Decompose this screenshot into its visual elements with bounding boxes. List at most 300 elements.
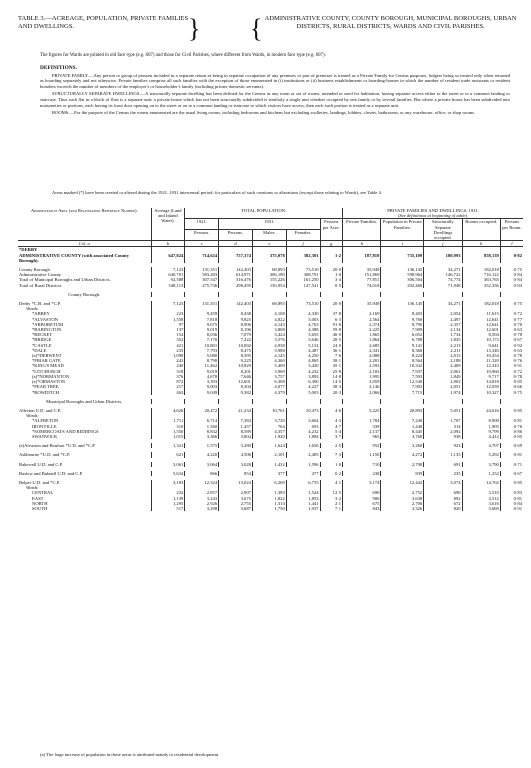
table-cell: 4,763	[286, 322, 320, 327]
table-cell: 3,664	[286, 418, 320, 423]
table-cell: 9,003	[185, 384, 219, 389]
row-label: IRONVILLE	[32, 423, 57, 429]
table-cell: 2,146	[343, 384, 381, 389]
table-cell: 0·86	[500, 429, 523, 434]
table-cell: 14·5	[320, 379, 343, 384]
table-cell: 4,108	[252, 311, 286, 316]
header-dwellings: Structurally Separate Dwellings occupied.	[424, 219, 462, 241]
column-letter: k	[462, 241, 500, 247]
table-cell: 3,720	[252, 418, 286, 423]
header-private-title: PRIVATE FAMILIES AND DWELLINGS, 1931.	[387, 208, 479, 213]
table-cell: 45·1	[320, 363, 343, 368]
table-cell: 2,013	[424, 353, 462, 358]
row-label: Ashbourne *U.D. and *C.P.	[19, 452, 71, 458]
header-area: Administrative Area (and Registration Reference Number).	[18, 208, 151, 241]
table-cell: 3,988	[252, 348, 286, 353]
table-cell: 4,678	[185, 374, 219, 379]
table-cell: 12,343	[462, 363, 500, 368]
column-letter: l	[500, 241, 523, 247]
table-cell: 3·7	[320, 434, 343, 439]
table-cell: 3,028	[219, 462, 253, 467]
header-rooms: Rooms occupied.	[462, 219, 500, 241]
table-cell: 952	[343, 443, 381, 448]
table-cell: 8,790	[381, 322, 424, 327]
table-cell: 2,092	[424, 429, 462, 434]
table-cell: 3,646	[286, 337, 320, 342]
table-cell: 3,326	[381, 506, 424, 511]
table-cell: 1,015	[151, 434, 185, 439]
table-cell: 3,757	[252, 374, 286, 379]
table-cell: 938	[424, 434, 462, 439]
table-cell: 7,384	[219, 418, 253, 423]
header-persons-per-room: Persons per Room.	[500, 219, 523, 241]
table-cell: 1,864	[343, 337, 381, 342]
table-cell: 463	[151, 390, 185, 395]
header-females: Females.	[286, 230, 320, 241]
table-cell: 10,173	[462, 337, 500, 342]
row-label: Belper U.D. and *C.P.	[19, 479, 60, 485]
table-cell: 1,135	[424, 452, 462, 457]
table-cell: 2,706	[381, 501, 424, 506]
table-cell: 3·2	[320, 496, 343, 501]
table-cell: 1,905	[462, 424, 500, 429]
table-cell: 2,054	[424, 311, 462, 316]
table-cell: 5,003	[286, 390, 320, 395]
table-cell: 3,059	[343, 379, 381, 384]
table-cell: 3,675	[219, 496, 253, 501]
table-cell: 310	[151, 424, 185, 429]
table-cell: 8,475	[219, 348, 253, 353]
table-cell: 1·0	[320, 272, 343, 277]
table-cell: 1,441	[286, 501, 320, 506]
table-cell: 1,560	[185, 424, 219, 429]
table-cell: 9,641	[462, 343, 500, 348]
table-cell: 5,080	[185, 353, 219, 358]
table-cell: 2,708	[381, 462, 424, 467]
table-cell: 6,714	[185, 418, 219, 423]
row-label: (a)*NORMANTON	[32, 373, 70, 379]
table-cell: 3,298	[185, 506, 219, 511]
table-cell: 2,281	[343, 358, 381, 363]
table-cell: 3,892	[286, 374, 320, 379]
table-cell: 906	[343, 496, 381, 501]
table-cell: 4,379	[252, 390, 286, 395]
table-cell: 34,271	[424, 301, 462, 306]
table-cell: 131,351	[185, 267, 219, 272]
table-cell: 10,761	[252, 408, 286, 413]
table-cell: 1,656	[286, 443, 320, 448]
table-cell: 0·84	[500, 501, 523, 506]
table-cell: 4,220	[185, 452, 219, 457]
table-cell: 5,420	[286, 363, 320, 368]
table-cell: 6,788	[381, 337, 424, 342]
row-label: *KING'S MEAD	[32, 363, 64, 369]
table-cell: 0·66	[500, 384, 523, 389]
table-cell: 4,232	[286, 369, 320, 374]
table-cell: 3,074	[424, 480, 462, 485]
table-cell: 5·4	[320, 429, 343, 434]
row-label: *PEAR TREE	[32, 384, 59, 390]
row-label: *DERBY	[19, 247, 38, 253]
section-caption: Municipal Boroughs and Urban Districts.	[46, 398, 123, 404]
table-cell: 4·6	[320, 408, 343, 413]
row-label: Wards:	[26, 306, 39, 312]
row-label: Wards:	[26, 413, 39, 419]
table-cell: 2,685	[343, 343, 381, 348]
table-cell: 7,909	[381, 327, 424, 332]
table-cell: 640,701	[151, 272, 185, 277]
table-cell: 0·91	[500, 506, 523, 511]
table-cell: 0·81	[500, 452, 523, 457]
table-cell: 35,949	[343, 267, 381, 272]
table-cell: 154	[151, 332, 185, 337]
table-cell: 318	[151, 369, 185, 374]
table-cell: 4,938	[252, 343, 286, 348]
table-cell: 9,459	[185, 311, 219, 316]
table-cell: 2,755	[219, 501, 253, 506]
table-cell: 73,510	[286, 267, 320, 272]
table-cell: 146,722	[424, 272, 462, 277]
table-cell: 2,088	[343, 353, 381, 358]
table-cell: 1,920	[252, 434, 286, 439]
table-cell: 1,156	[343, 452, 381, 457]
table-cell: 2,101	[252, 452, 286, 457]
table-cell: 4,357	[252, 429, 286, 434]
table-cell: 12,039	[462, 384, 500, 389]
header-private-families-count: Private Families.	[343, 219, 381, 241]
table-cell: 0·75	[500, 390, 523, 395]
table-cell: 235	[151, 348, 185, 353]
table-cell: 2,183	[343, 369, 381, 374]
table-cell: 621	[151, 452, 185, 457]
table-cell: 7,818	[185, 317, 219, 322]
header-acreage: Acreage (Land and Inland Water).	[151, 208, 185, 241]
table-cell: 1,383	[252, 490, 286, 495]
table-cell: 182,018	[462, 301, 500, 306]
table-cell: 0·5	[320, 283, 343, 288]
table-cell: 142,403	[219, 301, 253, 306]
table-cell: 9,049	[185, 390, 219, 395]
table-cell: 9,019	[185, 369, 219, 374]
table-cell: 1,974	[424, 390, 462, 395]
table-cell: 35,949	[343, 301, 381, 306]
table-cell: 6,755	[286, 480, 320, 485]
table-cell: 306,180	[252, 272, 286, 277]
table-cell: 4,822	[252, 317, 286, 322]
table-cell: 4,272	[381, 452, 424, 457]
table-header	[18, 15, 518, 51]
table-cell: 308,791	[286, 272, 320, 277]
table-cell: 1,835	[424, 337, 462, 342]
column-letter: i	[381, 241, 424, 247]
table-cell: 854	[219, 471, 253, 476]
table-cell: 2,211	[424, 348, 462, 353]
table-cell: 421	[151, 343, 185, 348]
table-cell: 0·72	[500, 369, 523, 374]
table-cell: 923	[424, 443, 462, 448]
row-label: *SOMERCOATS AND RIDDINGS	[32, 428, 99, 434]
table-cell: 0·75	[500, 301, 523, 306]
table-cell: 142,403	[219, 267, 253, 272]
table-cell: 548,113	[151, 283, 185, 288]
table-cell: 352,356	[462, 283, 500, 288]
table-cell: 2,497	[424, 317, 462, 322]
header-1921: 1921.	[185, 219, 219, 230]
table-cell: 598,964	[381, 272, 424, 277]
table-cell: 74,774	[424, 277, 462, 282]
table-cell: 73,510	[286, 301, 320, 306]
table-cell: 9,717	[462, 374, 500, 379]
table-cell: 3,174	[343, 480, 381, 485]
table-cell: 238	[343, 471, 381, 476]
table-cell: 0·85	[500, 434, 523, 439]
definitions	[40, 66, 510, 116]
table-cell: 2,134	[424, 327, 462, 332]
left-brace: }	[188, 14, 201, 43]
table-cell: 1,865	[343, 332, 381, 337]
table-cell: 1,707	[424, 418, 462, 423]
table-cell: 12·5	[320, 490, 343, 495]
row-label: Derby *C.B. and *C.P.	[19, 301, 61, 307]
table-cell: 77,851	[343, 277, 381, 282]
table-cell: 9,019	[185, 327, 219, 332]
row-label: NORTH	[32, 500, 48, 506]
table-cell: 1·2	[320, 253, 343, 263]
table-cell: 38·3	[320, 384, 343, 389]
row-label: (a)*ORMASTON	[32, 379, 66, 385]
table-cell: 583,283	[185, 272, 219, 277]
column-letter: h	[343, 241, 381, 247]
table-cell: 675	[343, 501, 381, 506]
table-cell: 136,145	[381, 301, 424, 306]
table-cell: 0·83	[500, 490, 523, 495]
table-cell: 11,320	[462, 358, 500, 363]
table-cell: 0·78	[500, 353, 523, 358]
table-cell: 20·0	[320, 301, 343, 306]
table-cell: 8,900	[462, 418, 500, 423]
column-letter: b	[151, 241, 185, 247]
table-cell: 0·92	[500, 343, 523, 348]
table-cell: 2,225	[343, 327, 381, 332]
table-cell: 0·67	[500, 337, 523, 342]
table-cell: 91·8	[320, 322, 343, 327]
table-cell: 182,018	[462, 267, 500, 272]
row-label: *ARBORETUM	[32, 321, 64, 327]
column-letter: j	[424, 241, 462, 247]
table-cell: 3,638	[381, 496, 424, 501]
table-cell: 866	[185, 471, 219, 476]
right-brace: {	[250, 14, 263, 43]
dwellings-definition: STRUCTURALLY SEPARATE DWELLINGS.—A structurally separate dwelling has been defined for the Census as any room or set of rooms, intended or used for habitation, having separate access either to the street or to a common landing or staircase. Thus such flat in a block of flats is a separate unit; a private house which has not been structurally subdivided is similarly a single unit whether occupied by one family or by several families. But where a private house has been subdivided into maisonettes or portions, each having its front door opening on to the street or on to a common landing or staircase to which visitors have access, then each such portion is treated as a separate unit.	[40, 91, 510, 108]
table-cell: 647,824	[151, 253, 185, 263]
table-cell: 7,240	[381, 418, 424, 423]
table-cell: 12,601	[219, 379, 253, 384]
table-cell: 2,752	[381, 490, 424, 495]
table-cell: 5,634	[151, 471, 185, 476]
table-cell: 0·70	[500, 322, 523, 327]
column-letter: e	[252, 241, 286, 247]
table-cell: 12,540	[381, 379, 424, 384]
table-cell: 0·85	[500, 408, 523, 413]
table-cell: 10,092	[219, 343, 253, 348]
table-cell: 716,122	[462, 272, 500, 277]
table-cell: 306,504	[381, 277, 424, 282]
table-cell: 11,462	[185, 363, 219, 368]
table-row	[18, 253, 523, 263]
table-cell: 12,324	[185, 480, 219, 485]
row-label: *DALE	[32, 347, 47, 353]
table-cell: 735,109	[381, 253, 424, 263]
table-cell: 7·1	[320, 506, 343, 511]
table-cell: 131,351	[185, 301, 219, 306]
table-cell: 1,457	[219, 424, 253, 429]
table-cell: 3,969	[252, 369, 286, 374]
table-cell: 3,064	[185, 462, 219, 467]
row-label: *ABBEY	[32, 311, 50, 317]
table-cell: 0·72	[500, 311, 523, 316]
table-cell: 1,711	[151, 418, 185, 423]
row-label: Total of Municipal Boroughs and Urban Districts.	[19, 277, 111, 283]
table-cell: 7·3	[320, 452, 343, 457]
table-cell: 11,615	[462, 311, 500, 316]
table-cell: 1,624	[252, 443, 286, 448]
table-cell: 14,702	[462, 480, 500, 485]
table-cell: 298,495	[219, 283, 253, 288]
table-cell: 1,550	[151, 429, 185, 434]
table-cell: 8,224	[381, 353, 424, 358]
table-cell: 5,225	[343, 408, 381, 413]
table-cell: 292,460	[381, 283, 424, 288]
table-cell: 36·1	[320, 348, 343, 353]
table-cell: 59·8	[320, 327, 343, 332]
table-cell: 2,405	[286, 452, 320, 457]
table-cell: 9,382	[219, 390, 253, 395]
table-cell: 9,825	[219, 317, 253, 322]
table-cell: 339	[343, 424, 381, 429]
table-cell: 691	[424, 462, 462, 467]
table-cell: 0·76	[500, 424, 523, 429]
table-cell: 1,575	[185, 443, 219, 448]
table-cell: 3,260	[381, 443, 424, 448]
table-cell: 2,213	[424, 343, 462, 348]
table-cell: 21,234	[219, 408, 253, 413]
table-cell: 1,314	[252, 501, 286, 506]
table-cell: 223	[151, 311, 185, 316]
table-cell: 1,524	[286, 490, 320, 495]
row-label: *BABINGTON	[32, 327, 62, 333]
table-cell: 820	[424, 506, 462, 511]
table-cell: 10,801	[185, 343, 219, 348]
table-cell: 0·67	[500, 471, 523, 476]
table-cell: 155,226	[252, 277, 286, 282]
table-cell: 477	[286, 471, 320, 476]
table-cell: 2,857	[185, 490, 219, 495]
table-cell: 4,388	[286, 327, 320, 332]
intro-text: The figures for Wards are printed in old face type (e.g. 607) and those for Civil Parishes, where different from Wards, in modern face type (e.g. 607).	[40, 53, 326, 58]
table-cell: 7,222	[219, 337, 253, 342]
table-cell: 858,139	[462, 253, 500, 263]
table-row	[18, 277, 523, 282]
section-caption: County Borough.	[68, 291, 101, 297]
table-cell: 693	[286, 424, 320, 429]
table-cell: 4,143	[252, 322, 286, 327]
table-cell: 376	[151, 374, 185, 379]
table-cell: 2,061	[424, 369, 462, 374]
table-cell: 1·0	[320, 462, 343, 467]
table-cell: 4·3	[320, 418, 343, 423]
table-cell: 7,903	[381, 384, 424, 389]
table-cell: 0·69	[500, 443, 523, 448]
table-cell: 8,438	[219, 311, 253, 316]
table-cell: 375,078	[252, 253, 286, 263]
table-cell: 2·5	[320, 443, 343, 448]
column-letter: c	[185, 241, 219, 247]
table-cell: 1,295	[151, 501, 185, 506]
table-cell: 6,300	[286, 379, 320, 384]
table-cell: 7,646	[219, 374, 253, 379]
table-cell: 843	[343, 506, 381, 511]
table-cell: 137	[151, 327, 185, 332]
table-cell: 6·3	[320, 317, 343, 322]
table-cell: 1,440	[381, 424, 424, 429]
table-cell: 0·71	[500, 462, 523, 467]
row-label: *ALVASTON	[32, 316, 58, 322]
row-label: Wards:	[26, 485, 39, 491]
table-cell: 3,576	[252, 337, 286, 342]
table-cell: 6,308	[252, 379, 286, 384]
table-body	[18, 247, 523, 511]
table-cell: 7·6	[320, 353, 343, 358]
table-cell: 690	[343, 490, 381, 495]
table-cell: 839	[381, 471, 424, 476]
table-cell: 8,564	[381, 358, 424, 363]
table-cell: 136,145	[381, 267, 424, 272]
row-label: Total of Rural Districts	[19, 282, 62, 288]
table-cell: 4,330	[286, 311, 320, 316]
table-cell: 5,003	[286, 317, 320, 322]
table-cell: 180,993	[424, 253, 462, 263]
table-cell: 8,036	[185, 332, 219, 337]
table-cell: 1,884	[286, 434, 320, 439]
table-cell: 12,442	[381, 480, 424, 485]
table-cell: 2,051	[424, 384, 462, 389]
table-cell: 10,473	[286, 408, 320, 413]
table-cell: 0·84	[500, 272, 523, 277]
table-cell: 2,357	[424, 322, 462, 327]
table-cell: 5,051	[424, 408, 462, 413]
table-cell: 10,454	[462, 353, 500, 358]
table-cell: 12,601	[462, 327, 500, 332]
table-cell: 4,360	[252, 358, 286, 363]
table-cell: 20·3	[320, 390, 343, 395]
table-cell: 1,822	[252, 496, 286, 501]
row-label: SOUTH	[32, 505, 48, 511]
table-cell: 3,280	[219, 443, 253, 448]
row-label: *BRIDGE	[32, 337, 52, 343]
table-cell: 8,790	[185, 358, 219, 363]
table-cell: 3,808	[252, 327, 286, 332]
table-cell: 3,510	[462, 490, 500, 495]
table-cell: 8,445	[381, 429, 424, 434]
rooms-definition: ROOMS.—For the purpose of the Census the rooms enumerated are the usual living rooms, including bedrooms and kitchens but excluding sculleries, landings, lobbies, closets, bathrooms, or any warehouse, office, or shop rooms.	[52, 110, 476, 116]
table-cell: 71,948	[424, 283, 462, 288]
table-cell: 34,271	[424, 267, 462, 272]
table-cell: 7,079	[219, 332, 253, 337]
table-cell: 13,340	[462, 348, 500, 353]
header-persons-1931: Persons.	[219, 230, 253, 241]
table-cell: 4,626	[151, 408, 185, 413]
row-label: Bakewell U.D. and C.P.	[19, 461, 63, 467]
